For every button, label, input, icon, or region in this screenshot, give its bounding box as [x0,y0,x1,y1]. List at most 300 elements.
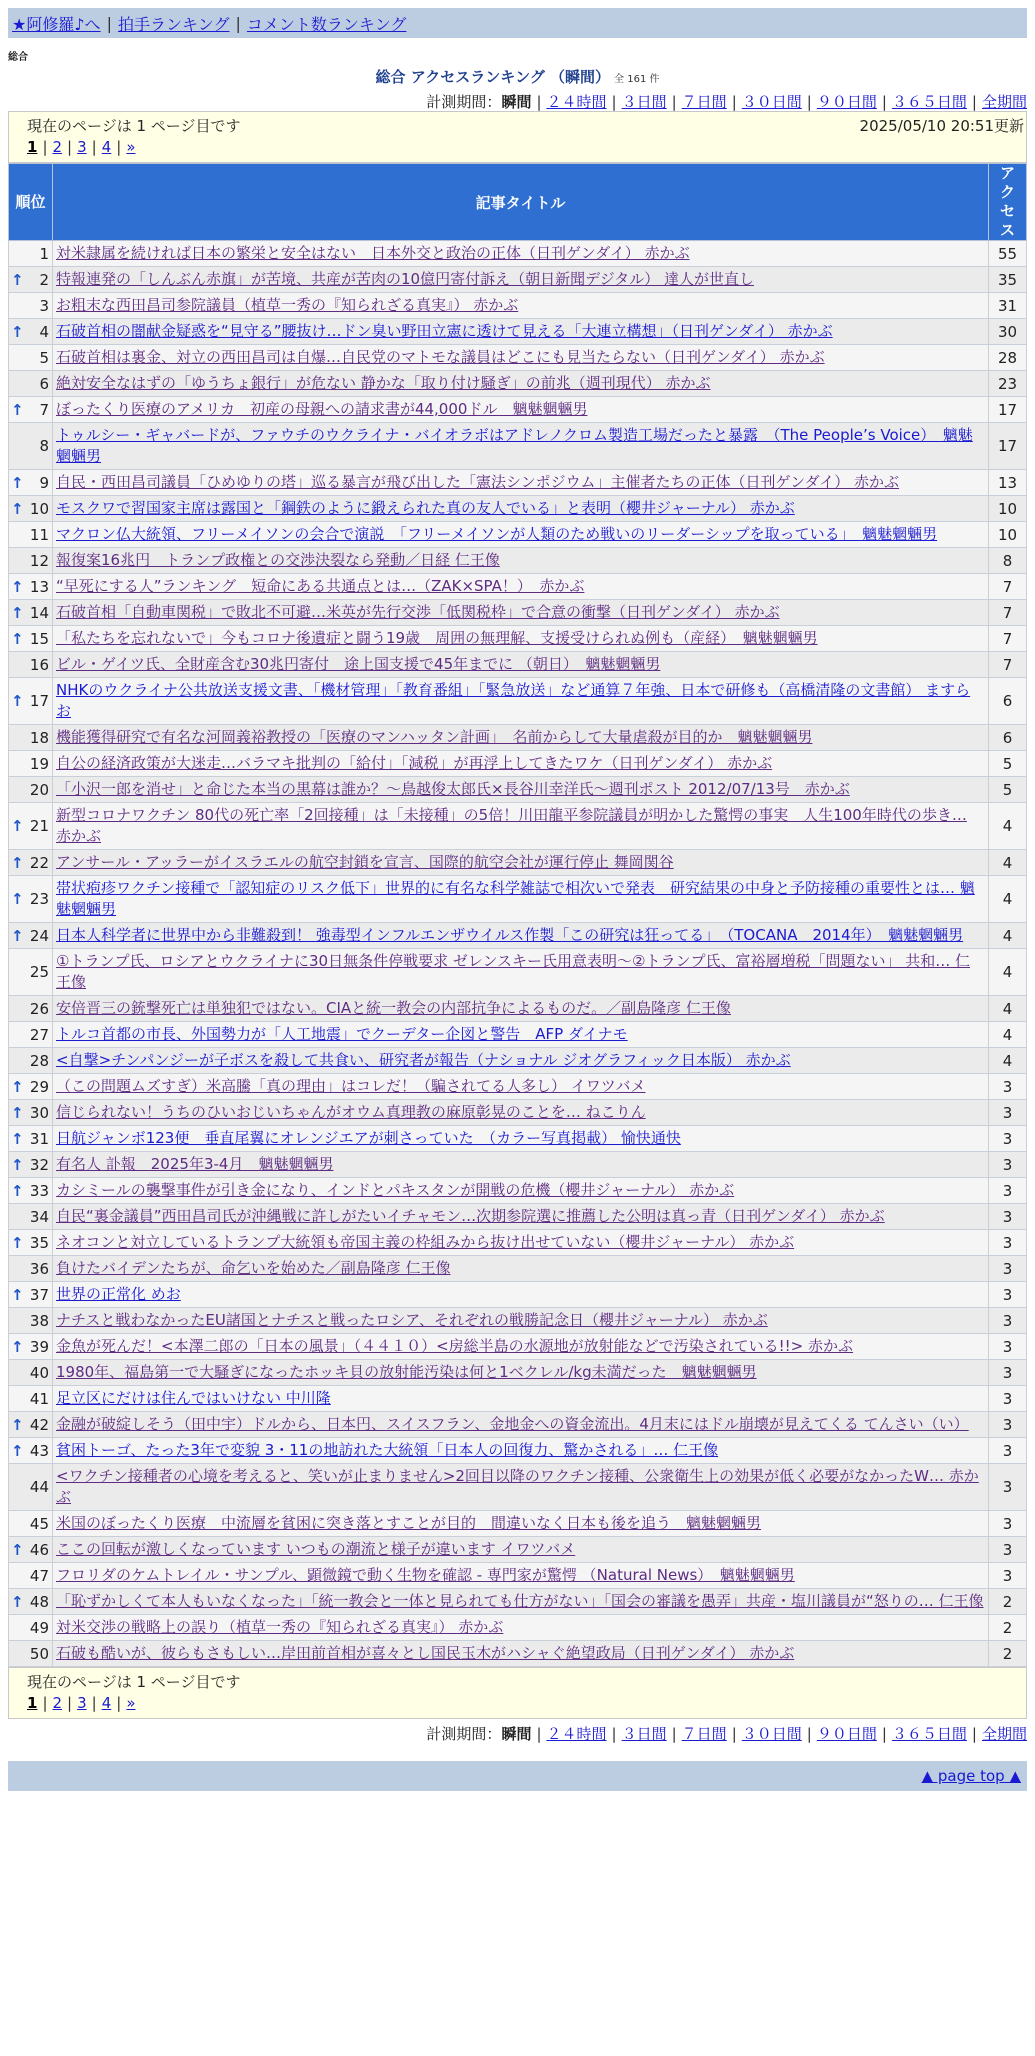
up-arrow-icon: ↑ [11,603,24,622]
up-arrow-icon: ↑ [11,1233,24,1252]
period-separator: | [806,93,812,111]
table-row [9,949,1027,996]
pager-top [27,136,1026,158]
rank-number: 32 [29,1155,49,1174]
rank-cell [9,397,53,423]
title-cell [53,1126,989,1152]
article-link[interactable]: 石破首相は裏金、対立の西田昌司は自爆…自民党のマトモな議員はどこにも見当たらない（日刊ゲンダイ） 赤かぶ [56,348,825,366]
period-link[interactable]: ３０日間 [741,1725,802,1743]
article-link[interactable]: 世界の正常化 めお [56,1285,181,1303]
rank-number: 3 [39,296,49,315]
article-link[interactable]: 石破首相の闇献金疑惑を“見守る”腰抜け…ドン臭い野田立憲に透けて見える「大連立構想」（日刊ゲンダイ） 赤かぶ [56,322,833,340]
period-link[interactable]: ３６５日間 [891,1725,967,1743]
pager-separator: | [91,1694,97,1712]
title-cell [53,267,989,293]
rank-header: 順位 [9,164,53,241]
article-link[interactable]: 石破も酷いが、彼らもさもしい…岸田前首相が喜々とし国民玉木がハシャぐ絶望政局（日刊ゲンダイ） 赤かぶ [56,1644,795,1662]
access-count: 5 [989,777,1027,803]
access-count: 4 [989,1022,1027,1048]
rank-number: 25 [29,963,49,981]
rank-number: 20 [29,780,49,799]
access-count: 4 [989,876,1027,923]
rank-cell [9,1563,53,1589]
rank-number: 44 [29,1478,49,1496]
nav-separator: | [235,13,241,33]
pager-page-link[interactable]: 4 [101,138,112,156]
table-row [9,678,1027,725]
period-link[interactable]: ３日間 [621,1725,667,1743]
table-row [9,1537,1027,1563]
rank-number: 38 [29,1311,49,1330]
article-link[interactable]: 安倍晋三の銃撃死亡は単独犯ではない。CIAと統一教会の内部抗争によるものだ。／副島隆彦 仁王像 [56,999,731,1017]
up-arrow-icon: ↑ [11,499,24,518]
article-link[interactable]: カシミールの襲撃事件が引き金になり、インドとパキスタンが開戦の危機（櫻井ジャーナル） 赤かぶ [56,1181,735,1199]
article-link[interactable]: 自民“裏金議員”西田昌司氏が沖縄戦に許しがたいイチャモン…次期参院選に推薦した公明は真っ青（日刊ゲンダイ） 赤かぶ [56,1207,885,1225]
rank-number: 10 [29,499,49,518]
rank-cell [9,1386,53,1412]
rank-number: 45 [29,1514,49,1533]
table-row [9,1334,1027,1360]
rank-cell [9,1230,53,1256]
table-row [9,1178,1027,1204]
rank-cell [9,496,53,522]
pager-page-link[interactable]: 2 [52,138,63,156]
title-cell [53,293,989,319]
article-link[interactable]: <ワクチン接種者の心境を考えると、笑いが止まりません>2回目以降のワクチン接種、公衆衛生上の効果が低く必要がなかったW… 赤かぶ [56,1467,979,1506]
article-link[interactable]: 1980年、福島第一で大騒ぎになったホッキ貝の放射能汚染は何と1ベクレル/kg未満だった 魑魅魍魎男 [56,1363,757,1381]
table-row [9,1412,1027,1438]
rank-cell [9,574,53,600]
article-link[interactable]: 金融が破綻しそう（田中宇）ドルから、日本円、スイスフラン、金地金への資金流出。4月末にはドル崩壊が見えてくる てんさい（い） [56,1415,969,1433]
rank-cell [9,1334,53,1360]
access-count: 10 [989,522,1027,548]
article-link[interactable]: 帯状疱疹ワクチン接種で「認知症のリスク低下」世界的に有名な科学雑誌で相次いで発表 研究結果の中身と予防接種の重要性とは… 魑魅魍魎男 [56,879,975,918]
period-link[interactable]: 全期間 [981,1725,1027,1743]
title-cell [53,876,989,923]
rank-cell [9,1641,53,1667]
rank-cell [9,1178,53,1204]
ranking-table [8,163,1027,1667]
article-link[interactable]: 絶対安全なはずの「ゆうちょ銀行」が危ない 静かな「取り付け騒ぎ」の前兆（週刊現代） 赤かぶ [56,374,711,392]
title-cell [53,777,989,803]
rank-number: 34 [29,1207,49,1226]
article-link[interactable]: マクロン仏大統領、フリーメイソンの会合で演説 「フリーメイソンが人類のため戦いのリーダーシップを取っている」 魑魅魍魎男 [56,525,938,543]
article-link[interactable]: ビル・ゲイツ氏、全財産含む30兆円寄付 途上国支援で45年までに （朝日） 魑魅魍魎男 [56,655,661,673]
up-arrow-icon: ↑ [11,1103,24,1122]
article-link[interactable]: モスクワで習国家主席は露国と「鋼鉄のように鍛えられた真の友人でいる」と表明（櫻井ジャーナル） 赤かぶ [56,499,795,517]
up-arrow-icon: ↑ [11,1129,24,1148]
table-row [9,1438,1027,1464]
up-arrow-icon: ↑ [11,400,24,419]
access-count: 13 [989,470,1027,496]
period-link[interactable]: ２４時間 [546,1725,607,1743]
access-count: 3 [989,1386,1027,1412]
article-link[interactable]: フロリダのケムトレイル・サンプル、顕微鏡で動く生物を確認 - 専門家が驚愕 （Natural News） 魑魅魍魎男 [56,1566,795,1584]
rank-cell [9,1589,53,1615]
period-link[interactable]: ７日間 [681,93,727,111]
title-cell [53,678,989,725]
rank-cell [9,652,53,678]
table-row [9,522,1027,548]
period-link[interactable]: ９０日間 [816,1725,877,1743]
access-count: 3 [989,1308,1027,1334]
page-title [8,66,1027,87]
article-link[interactable]: 「恥ずかしくて本人もいなくなった」「統一教会と一体と見られても仕方がない」「国会の審議を愚弄」共産・塩川議員が“怒りの… 仁王像 [56,1592,984,1610]
title-cell [53,1563,989,1589]
rank-cell [9,293,53,319]
period-separator: | [881,93,887,111]
access-count: 6 [989,725,1027,751]
up-arrow-icon: ↑ [11,1181,24,1200]
rank-number: 17 [29,692,49,710]
rank-number: 50 [29,1644,49,1663]
rank-cell [9,345,53,371]
rank-number: 2 [39,270,49,289]
article-link[interactable]: 日本人科学者に世界中から非難殺到！ 強毒型インフルエンザウイルス作製「この研究は狂ってる」 （TOCANA 2014年） 魑魅魍魎男 [56,926,964,944]
title-cell [53,397,989,423]
table-row [9,1230,1027,1256]
title-cell [53,522,989,548]
table-row [9,293,1027,319]
rank-cell [9,725,53,751]
comment-ranking-link[interactable]: コメント数ランキング [246,14,407,34]
article-link[interactable]: ネオコンと対立しているトランプ大統領も帝国主義の枠組みから抜け出せていない（櫻井ジャーナル） 赤かぶ [56,1233,795,1251]
title-cell [53,1386,989,1412]
article-link[interactable]: ここの回転が激しくなっています いつもの潮流と様子が違います イワツバメ [56,1540,576,1558]
page-info-box-top [8,111,1027,163]
title-cell [53,652,989,678]
title-cell [53,371,989,397]
access-count: 35 [989,267,1027,293]
period-separator: | [671,1725,677,1743]
rank-number: 9 [39,473,49,492]
total-count: 全 161 件 [614,74,660,85]
period-separator: | [971,93,977,111]
pager-bottom [27,1692,1026,1714]
article-link[interactable]: トゥルシー・ギャバードが、ファウチのウクライナ・バイオラボはアドレノクロム製造工場だったと暴露 （The People’s Voice） 魑魅魍魎男 [56,426,973,465]
rank-number: 13 [29,577,49,596]
rank-number: 24 [29,926,49,945]
table-row [9,397,1027,423]
article-link[interactable]: 米国のぼったくり医療 中流層を貧困に突き落とすことが目的 間違いなく日本も後を追う 魑魅魍魎男 [56,1514,762,1532]
table-row [9,652,1027,678]
nav-separator: | [106,13,112,33]
access-count: 3 [989,1230,1027,1256]
rank-number: 22 [29,853,49,872]
home-link[interactable]: ★阿修羅♪へ [12,14,101,34]
up-arrow-icon: ↑ [11,853,24,872]
table-row [9,267,1027,293]
rank-cell [9,1438,53,1464]
access-count: 31 [989,293,1027,319]
title-cell [53,1178,989,1204]
article-link[interactable]: 対米交渉の戦略上の誤り（植草一秀の『知られざる真実』） 赤かぶ [56,1618,504,1636]
article-link[interactable]: ナチスと戦わなかったEU諸国とナチスと戦ったロシア、それぞれの戦勝記念日（櫻井ジャーナル） 赤かぶ [56,1311,768,1329]
up-arrow-icon: ↑ [11,1285,24,1304]
article-link[interactable]: 自民・西田昌司議員「ひめゆりの塔」巡る暴言が飛び出した「憲法シンポジウム」主催者たちの正体（日刊ゲンダイ） 赤かぶ [56,473,900,491]
article-link[interactable]: 貧困トーゴ、たった3年で変貌 3・11の地訪れた大統領「日本人の回復力、驚かされる」… 仁王像 [56,1441,719,1459]
page-info-text: 現在のページは 1 ページ目です [27,1672,241,1691]
table-row [9,1074,1027,1100]
rank-number: 4 [39,322,49,341]
title-cell [53,1022,989,1048]
page-info-text: 現在のページは 1 ページ目です [27,116,241,135]
article-link[interactable]: “早死にする人”ランキング 短命にある共通点とは…（ZAK×SPA！） 赤かぶ [56,577,585,595]
title-cell [53,1641,989,1667]
title-cell [53,725,989,751]
article-link[interactable]: NHKのウクライナ公共放送支援文書、「機材管理」「教育番組」「緊急放送」など通算７年強、日本で研修も（高橋清隆の文書館） ますらお [56,681,971,720]
rank-number: 19 [29,754,49,773]
pager-separator: | [67,1694,73,1712]
title-cell [53,1360,989,1386]
rank-cell [9,1308,53,1334]
rank-number: 21 [29,817,49,835]
title-cell [53,1537,989,1563]
title-cell [53,1511,989,1537]
article-link[interactable]: 機能獲得研究で有名な河岡義裕教授の「医療のマンハッタン計画」 名前からして大量虐殺が目的か 魑魅魍魎男 [56,728,813,746]
rank-cell [9,1537,53,1563]
rank-cell [9,1464,53,1511]
rank-cell [9,600,53,626]
access-count: 28 [989,345,1027,371]
access-count: 3 [989,1334,1027,1360]
article-link[interactable]: 対米隷属を続ければ日本の繁栄と安全はない 日本外交と政治の正体（日刊ゲンダイ） 赤かぶ [56,244,690,262]
table-row [9,1511,1027,1537]
rank-number: 47 [29,1566,49,1585]
rank-cell [9,522,53,548]
rank-cell [9,1152,53,1178]
title-cell [53,1412,989,1438]
table-row [9,371,1027,397]
article-link[interactable]: 負けたバイデンたちが、命乞いを始めた／副島隆彦 仁王像 [56,1259,451,1277]
period-label: 計測期間： [426,93,502,111]
rank-number: 37 [29,1285,49,1304]
table-row [9,1589,1027,1615]
article-link[interactable]: 「私たちを忘れないで」今もコロナ後遺症と闘う19歳 周囲の無理解、支援受けられぬ例も（産経） 魑魅魍魎男 [56,629,818,647]
rank-number: 8 [39,437,49,455]
period-separator: | [536,93,542,111]
article-link[interactable]: ①トランプ氏、ロシアとウクライナに30日無条件停戦要求 ゼレンスキー氏用意表明～②トランプ氏、富裕層増税「問題ない」 共和… 仁王像 [56,952,971,991]
rank-number: 35 [29,1233,49,1252]
access-count: 5 [989,751,1027,777]
table-row [9,803,1027,850]
article-link[interactable]: 有名人 訃報 2025年3-4月 魑魅魍魎男 [56,1155,334,1173]
period-link[interactable]: ３日間 [621,93,667,111]
access-count: 3 [989,1511,1027,1537]
up-arrow-icon: ↑ [11,1540,24,1559]
access-count: 3 [989,1178,1027,1204]
table-row [9,241,1027,267]
title-cell [53,626,989,652]
access-count: 4 [989,1048,1027,1074]
up-arrow-icon: ↑ [11,1592,24,1611]
title-cell [53,1230,989,1256]
article-link[interactable]: ぼったくり医療のアメリカ 初産の母親への請求書が44,000ドル 魑魅魍魎男 [56,400,588,418]
table-row [9,1204,1027,1230]
table-row [9,876,1027,923]
article-link[interactable]: 報復案16兆円 トランプ政権との交渉決裂なら発動／日経 仁王像 [56,551,500,569]
rank-cell [9,1100,53,1126]
table-row [9,574,1027,600]
rank-cell [9,1256,53,1282]
article-link[interactable]: （この問題ムズすぎ）米高騰「真の理由」はコレだ！（騙されてる人多し） イワツバメ [56,1077,646,1095]
article-link[interactable]: <自撃>チンパンジーが子ボスを殺して共食い、研究者が報告（ナショナル ジオグラフィック日本版） 赤かぶ [56,1051,791,1069]
title-cell [53,1256,989,1282]
rank-cell [9,548,53,574]
article-link[interactable]: 石破首相「自動車関税」で敗北不可避…米英が先行交渉「低関税枠」で合意の衝撃（日刊ゲンダイ） 赤かぶ [56,603,780,621]
rank-cell [9,1204,53,1230]
rank-cell [9,1282,53,1308]
title-cell [53,574,989,600]
category-label: 総合 [8,52,28,63]
rank-number: 42 [29,1415,49,1434]
access-count: 55 [989,241,1027,267]
up-arrow-icon: ↑ [11,322,24,341]
table-row [9,850,1027,876]
article-link[interactable]: 足立区にだけは住んではいけない 中川隆 [56,1389,331,1407]
article-link[interactable]: 「小沢一郎を消せ」と命じた本当の黒幕は誰か？～鳥越俊太郎氏×長谷川幸洋氏～週刊ポスト 2012/07/13号 赤かぶ [56,780,850,798]
title-cell [53,345,989,371]
rank-cell [9,267,53,293]
period-separator: | [731,93,737,111]
page [8,8,1027,1791]
rank-number: 26 [29,999,49,1018]
access-count: 3 [989,1126,1027,1152]
bottom-bar [8,1761,1027,1791]
table-row [9,777,1027,803]
period-separator: | [671,93,677,111]
access-count: 4 [989,949,1027,996]
rank-cell [9,1022,53,1048]
rank-cell [9,751,53,777]
table-row [9,470,1027,496]
rank-cell [9,678,53,725]
rank-cell [9,1048,53,1074]
table-row [9,996,1027,1022]
access-count: 7 [989,600,1027,626]
article-link[interactable]: 自公の経済政策が大迷走…バラマキ批判の「給付」「減税」が再浮上してきたワケ（日刊ゲンダイ） 赤かぶ [56,754,773,772]
pager-separator: | [116,138,122,156]
rank-cell [9,1126,53,1152]
article-link[interactable]: アンサール・アッラーがイスラエルの航空封鎖を宣言、国際的航空会社が運行停止 舞岡関谷 [56,853,674,871]
rank-number: 40 [29,1363,49,1382]
table-row [9,751,1027,777]
article-link[interactable]: お粗末な西田昌司参院議員（植草一秀の『知られざる真実』） 赤かぶ [56,296,519,314]
up-arrow-icon: ↑ [11,1155,24,1174]
pager-page-link[interactable]: 2 [52,1694,63,1712]
article-link[interactable]: 日航ジャンボ123便 垂直尾翼にオレンジエアが刺さっていた （カラー写真掲載） 愉快通快 [56,1129,681,1147]
title-cell [53,1464,989,1511]
rank-cell [9,1360,53,1386]
access-count: 23 [989,371,1027,397]
up-arrow-icon: ↑ [11,1415,24,1434]
rank-number: 27 [29,1025,49,1044]
period-separator: | [971,1725,977,1743]
period-separator: | [881,1725,887,1743]
table-row [9,1641,1027,1667]
period-link[interactable]: ３６５日間 [891,93,967,111]
period-link[interactable]: ３０日間 [741,93,802,111]
pager-current-page: 1 [27,1694,38,1712]
table-row [9,1360,1027,1386]
access-count: 3 [989,1438,1027,1464]
up-arrow-icon: ↑ [11,270,24,289]
title-cell [53,1048,989,1074]
rank-number: 36 [29,1259,49,1278]
access-count: 3 [989,1204,1027,1230]
rank-cell [9,850,53,876]
access-count: 10 [989,496,1027,522]
title-cell [53,319,989,345]
title-cell [53,1438,989,1464]
rank-number: 5 [39,348,49,367]
article-link[interactable]: 特報連発の「しんぶん赤旗」が苦境、共産が苦肉の10億円寄付訴え（朝日新聞デジタル） 達人が世直し [56,270,754,288]
rank-cell [9,949,53,996]
access-count: 3 [989,1256,1027,1282]
pager-page-link[interactable]: 4 [101,1694,112,1712]
access-count: 3 [989,1464,1027,1511]
ranking-rows [9,241,1027,1667]
rank-number: 12 [29,551,49,570]
title-cell [53,1100,989,1126]
table-row [9,345,1027,371]
pager-next-link[interactable]: » [126,138,136,156]
period-link[interactable]: ９０日間 [816,93,877,111]
access-count: 3 [989,1074,1027,1100]
table-row [9,600,1027,626]
pager-page-link[interactable]: 3 [77,1694,87,1712]
title-cell [53,600,989,626]
up-arrow-icon: ↑ [11,1441,24,1460]
pager-next-link[interactable]: » [126,1694,136,1712]
table-row [9,1308,1027,1334]
pager-separator: | [42,138,48,156]
table-row [9,1386,1027,1412]
rank-number: 18 [29,728,49,747]
rank-number: 14 [29,603,49,622]
period-current: 瞬間 [501,93,532,111]
access-count: 30 [989,319,1027,345]
rank-number: 46 [29,1540,49,1559]
table-row [9,725,1027,751]
rank-number: 39 [29,1337,49,1356]
rank-cell [9,923,53,949]
pager-separator: | [116,1694,122,1712]
pager-page-link[interactable]: 3 [77,138,87,156]
rank-number: 23 [29,890,49,908]
period-link[interactable]: 全期間 [981,93,1027,111]
page-top-link[interactable]: ▲ page top ▲ [921,1767,1021,1785]
pager-separator: | [42,1694,48,1712]
up-arrow-icon: ↑ [11,473,24,492]
article-link[interactable]: 信じられない！うちのひいおじいちゃんがオウム真理教の麻原彰晃のことを… ねこりん [56,1103,646,1121]
rank-cell [9,1511,53,1537]
period-link[interactable]: ７日間 [681,1725,727,1743]
article-link[interactable]: 新型コロナワクチン 80代の死亡率「2回接種」は「未接種」の5倍！川田龍平参院議員が明かした驚愕の事実 人生100年時代の歩き… 赤かぶ [56,806,967,845]
table-row [9,496,1027,522]
period-link[interactable]: ２４時間 [546,93,607,111]
access-header: アクセス [989,164,1027,241]
article-link[interactable]: 金魚が死んだ！<本澤二郎の「日本の風景」（４４１０）<房総半島の水源地が放射能などで汚染されている!!> 赤かぶ [56,1337,854,1355]
period-separator: | [611,93,617,111]
rank-number: 33 [29,1181,49,1200]
title-cell [53,470,989,496]
access-count: 17 [989,397,1027,423]
article-link[interactable]: トルコ首都の市長、外国勢力が「人工地震」でクーデター企図と警告 AFP ダイナモ [56,1025,628,1043]
rank-number: 48 [29,1592,49,1611]
clap-ranking-link[interactable]: 拍手ランキング [117,14,230,34]
rank-cell [9,777,53,803]
